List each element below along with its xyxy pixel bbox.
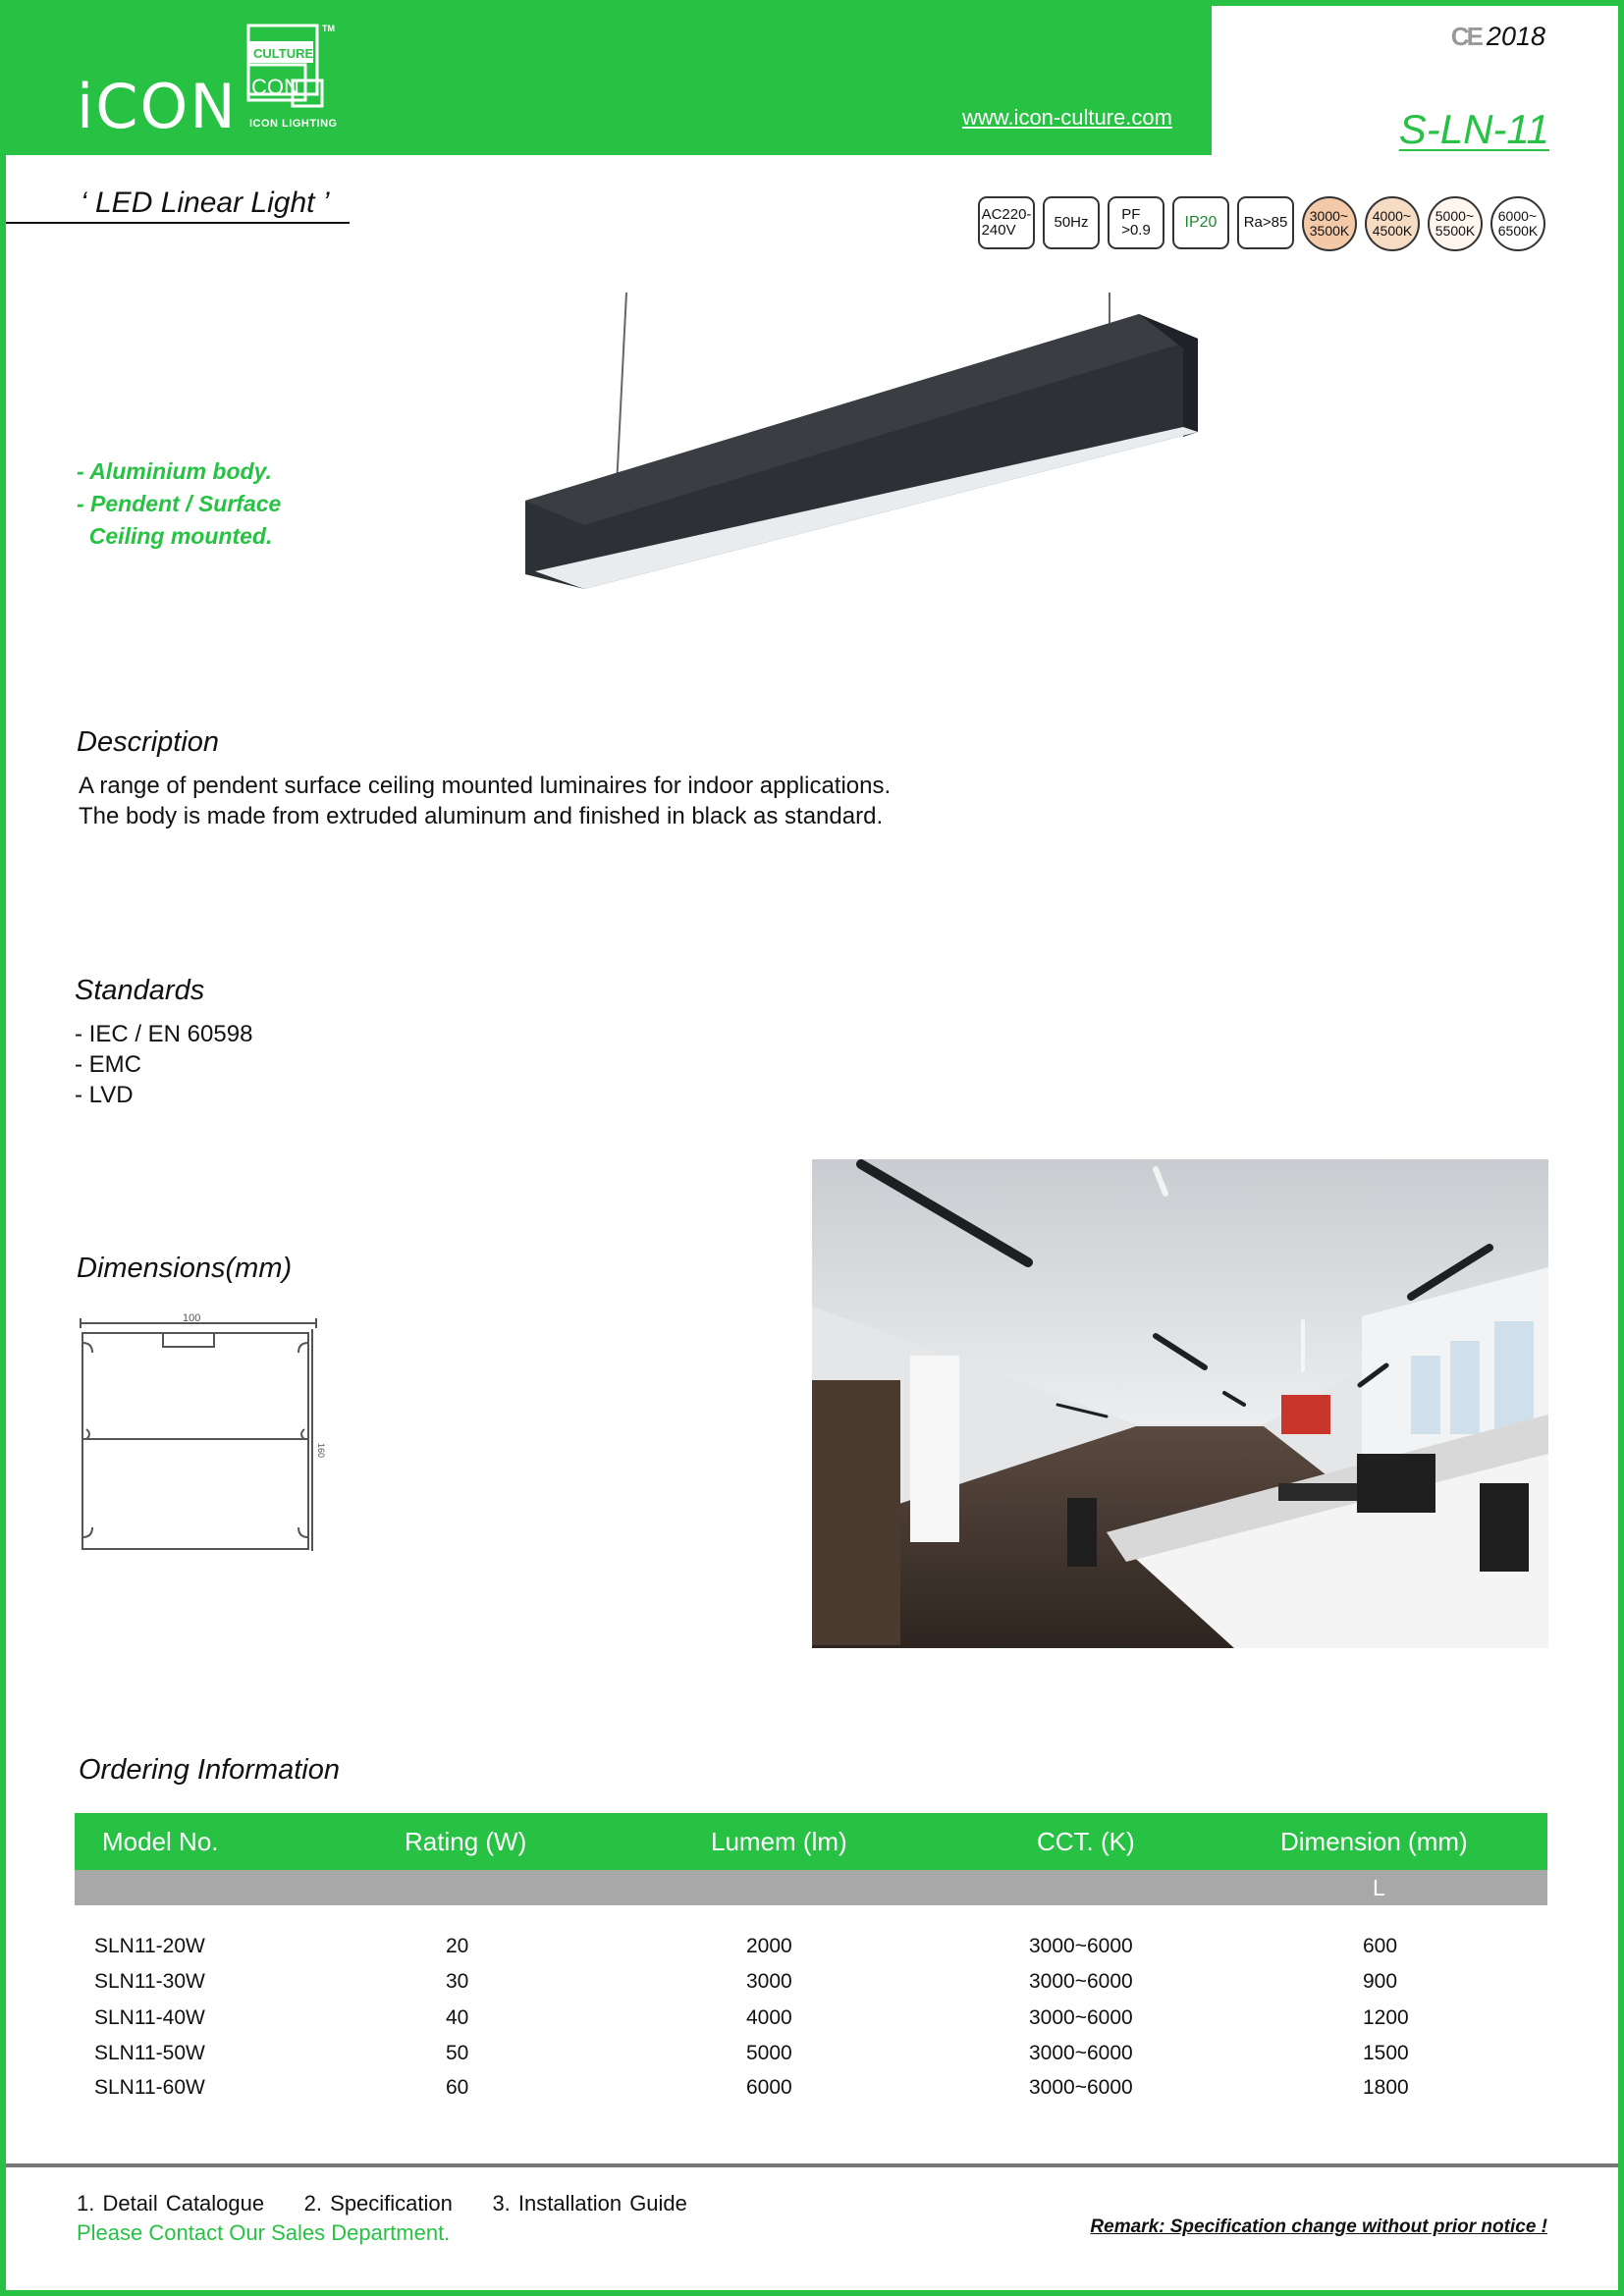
standard-item: - LVD [75, 1082, 134, 1108]
table-body [75, 1905, 1547, 2099]
footer-divider [6, 2163, 1618, 2167]
product-title-rule [6, 187, 350, 224]
brand-logo-subtitle: ICON LIGHTING [249, 118, 338, 130]
description-text: A range of pendent surface ceiling mounted luminaires for indoor applications. The body is made from extruded aluminum and finished in black as standard. [79, 773, 892, 829]
logo-mark-word-1: CULTURE [253, 46, 314, 61]
ip-rating-badge: IP20 [1172, 196, 1229, 249]
cct-badge-4000: 4000~ 4500K [1365, 196, 1420, 251]
cri-badge: Ra>85 [1237, 196, 1294, 249]
table-subheader-row [75, 1870, 1547, 1905]
brand-logo-text: iCON [77, 71, 238, 142]
table-row: SLN11-30W 30 3000 3000~6000 900 [94, 1970, 1398, 1993]
footer-contact-note: Please Contact Our Sales Department. [77, 2220, 451, 2245]
logo-mark-word-2: CON [251, 75, 299, 99]
column-header: Model No. [102, 1826, 219, 1856]
feature-item: - Pendent / Surface [77, 491, 282, 516]
spec-badges [978, 196, 1545, 251]
standards-heading: Standards [75, 975, 205, 1006]
table-row: SLN11-50W 50 5000 3000~6000 1500 [94, 2042, 1409, 2064]
table-header-row [75, 1813, 1547, 1870]
feature-item: Ceiling mounted. [77, 523, 273, 549]
profile-dimension-drawing [75, 1312, 326, 1555]
website-link[interactable]: www.icon-culture.com [962, 105, 1172, 130]
column-header: Dimension (mm) [1280, 1826, 1468, 1856]
dimension-width-label: 100 [183, 1312, 201, 1324]
logo-trademark: TM [322, 24, 335, 33]
feature-item: - Aluminium body. [77, 458, 272, 484]
ordering-table [75, 1813, 1547, 2099]
certification-year [1451, 22, 1545, 52]
description-heading: Description [77, 726, 220, 758]
header-band [0, 0, 1212, 155]
footer-document-links[interactable]: 1. Detail Catalogue 2. Specification 3. Installation Guide [77, 2191, 687, 2216]
frequency-badge: 50Hz [1043, 196, 1100, 249]
column-header: CCT. (K) [1037, 1826, 1135, 1856]
power-factor-badge: PF >0.9 [1108, 196, 1164, 249]
column-header: Rating (W) [405, 1826, 527, 1856]
feature-list [77, 455, 281, 553]
cct-badge-5000: 5000~ 5500K [1428, 196, 1483, 251]
cct-badge-3000: 3000~ 3500K [1302, 196, 1357, 251]
dimensions-heading: Dimensions(mm) [77, 1253, 293, 1284]
brand-logo-mark-icon [245, 22, 344, 130]
product-title: ‘ LED Linear Light ’ [81, 187, 330, 219]
model-code: S-LN-11 [1398, 106, 1549, 152]
catalogue-year: 2018 [1486, 22, 1545, 51]
footer-remark: Remark: Specification change without prior notice ! [1090, 2216, 1547, 2237]
cct-badge-6000: 6000~ 6500K [1490, 196, 1545, 251]
ordering-heading: Ordering Information [79, 1754, 340, 1786]
luminaire-product-image [506, 290, 1203, 594]
column-header: Lumem (lm) [711, 1826, 847, 1856]
standard-item: - EMC [75, 1051, 141, 1078]
table-row: SLN11-60W 60 6000 3000~6000 1800 [94, 2076, 1409, 2099]
standard-item: - IEC / EN 60598 [75, 1021, 253, 1047]
dimension-subheader: L [1373, 1875, 1385, 1900]
dimension-height-label: 160 [316, 1443, 326, 1459]
voltage-badge: AC220- 240V [978, 196, 1035, 249]
table-row: SLN11-40W 40 4000 3000~6000 1200 [94, 2006, 1409, 2029]
ce-mark-icon: CE [1450, 22, 1481, 51]
standards-list [75, 1019, 252, 1110]
table-row: SLN11-20W 20 2000 3000~6000 600 [94, 1935, 1398, 1957]
office-application-photo [812, 1159, 1548, 1648]
